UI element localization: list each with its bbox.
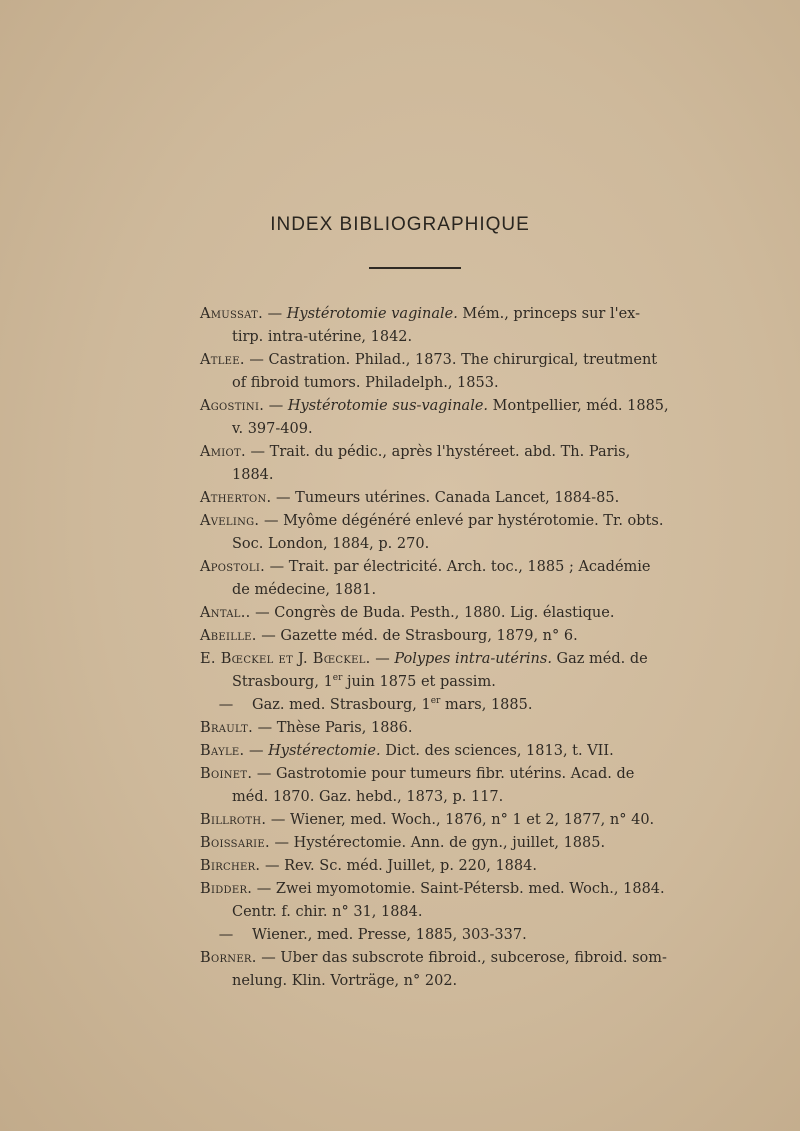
entry-details: Gastrotomie pour tumeurs fibr. utérins. Acad. de méd. 1870. Gaz. hebd., 1873, p. 117. xyxy=(232,766,635,805)
entry-details: Gaz méd. de Strasbourg, 1er juin 1875 et passim. xyxy=(232,651,648,690)
bibliography-list xyxy=(200,303,670,993)
entry-author: E. Bœckel et J. Bœckel. xyxy=(200,651,371,667)
entry-details: Congrès de Buda. Pesth., 1880. Lig. élastique. xyxy=(274,605,615,621)
entry-details: Hystérectomie. Ann. de gyn., juillet, 1885. xyxy=(293,835,606,851)
entry-author: Billroth. xyxy=(200,812,267,828)
page-title: INDEX BIBLIOGRAPHIQUE xyxy=(270,214,530,235)
entry-details: Zwei myomotomie. Saint-Pétersb. med. Woch., 1884. Centr. f. chir. n° 31, 1884. xyxy=(232,881,665,920)
entry-title: Hystérotomie vaginale. xyxy=(286,306,458,322)
entry-author: Bidder. xyxy=(200,881,253,897)
entry-author: Amussat. xyxy=(200,306,264,322)
bibliography-entry: Amussat. — Hystérotomie vaginale. Mém., princeps sur l'ex-tirp. intra-utérine, 1842. xyxy=(200,306,640,345)
entry-author: Atherton. xyxy=(200,490,272,506)
bibliography-entry xyxy=(200,924,670,947)
bibliography-entry xyxy=(200,694,670,717)
entry-details: Montpellier, méd. 1885, v. 397-409. xyxy=(232,398,669,437)
entry-details: Wiener, med. Woch., 1876, n° 1 et 2, 1877, n° 40. xyxy=(290,812,655,828)
bibliography-entry: Brault. — Thèse Paris, 1886. xyxy=(200,720,413,736)
entry-author: Boissarie. xyxy=(200,835,270,851)
bibliography-entry: Boinet. — Gastrotomie pour tumeurs fibr. utérins. Acad. de méd. 1870. Gaz. hebd., 1873, p. 117. xyxy=(200,766,635,805)
entry-details: Gaz. med. Strasbourg, 1er mars, 1885. xyxy=(252,696,533,713)
bibliography-entry: Atherton. — Tumeurs utérines. Canada Lancet, 1884-85. xyxy=(200,490,620,506)
bibliography-entry: Billroth. — Wiener, med. Woch., 1876, n° 1 et 2, 1877, n° 40. xyxy=(200,812,655,828)
entry-author: Borner. xyxy=(200,950,257,966)
entry-author: Apostoli. xyxy=(200,559,266,575)
bibliography-entry: Atlee. — Castration. Philad., 1873. The chirurgical, treutment of fibroid tumors. Philadelph., 1853. xyxy=(200,352,658,391)
bibliography-entry: Antal.. — Congrès de Buda. Pesth., 1880. Lig. élastique. xyxy=(200,605,615,621)
entry-details: Myôme dégénéré enlevé par hystérotomie. Tr. obts. Soc. London, 1884, p. 270. xyxy=(232,513,664,552)
entry-title: Polypes intra-utérins. xyxy=(394,651,552,667)
bibliography-entry: Abeille. — Gazette méd. de Strasbourg, 1879, n° 6. xyxy=(200,628,578,644)
entry-author: Bircher. xyxy=(200,858,261,874)
entry-details: Uber das subscrote fibroid., subcerose, fibroid. som-nelung. Klin. Vorträge, n° 202. xyxy=(232,950,667,989)
entry-author: Amiot. xyxy=(200,444,246,460)
entry-author: Brault. xyxy=(200,720,254,736)
entry-details: Dict. des sciences, 1813, t. VII. xyxy=(380,743,614,759)
entry-title: Hystérotomie sus-vaginale. xyxy=(287,398,489,414)
entry-details: Trait. par électricité. Arch. toc., 1885 ; Académie de médecine, 1881. xyxy=(232,559,651,598)
entry-details: Thèse Paris, 1886. xyxy=(276,720,413,736)
entry-details: Tumeurs utérines. Canada Lancet, 1884-85. xyxy=(295,490,620,506)
entry-author: Aveling. xyxy=(200,513,260,529)
entry-details: Mém., princeps sur l'ex-tirp. intra-utérine, 1842. xyxy=(232,306,640,345)
entry-details: Wiener., med. Presse, 1885, 303-337. xyxy=(252,927,527,943)
bibliography-entry: Aveling. — Myôme dégénéré enlevé par hystérotomie. Tr. obts. Soc. London, 1884, p. 270. xyxy=(200,513,664,552)
entry-author: Antal.. xyxy=(200,605,251,621)
entry-author: Boinet. xyxy=(200,766,253,782)
bibliography-entry: Bayle. — Hystérectomie. Dict. des sciences, 1813, t. VII. xyxy=(200,743,614,759)
bibliography-entry: Boissarie. — Hystérectomie. Ann. de gyn., juillet, 1885. xyxy=(200,835,606,851)
bibliography-entry: E. Bœckel et J. Bœckel. — Polypes intra-utérins. Gaz méd. de Strasbourg, 1er juin 1875 et passim. xyxy=(200,651,648,690)
entry-author: — xyxy=(218,697,234,713)
bibliography-entry: Borner. — Uber das subscrote fibroid., subcerose, fibroid. som-nelung. Klin. Vorträge, n° 202. xyxy=(200,950,667,989)
entry-details: Trait. du pédic., après l'hystéreet. abd. Th. Paris, 1884. xyxy=(232,444,631,483)
bibliography-entry: Apostoli. — Trait. par électricité. Arch. toc., 1885 ; Académie de médecine, 1881. xyxy=(200,559,651,598)
entry-details: Rev. Sc. méd. Juillet, p. 220, 1884. xyxy=(284,858,537,874)
entry-author: Abeille. xyxy=(200,628,257,644)
entry-details: Gazette méd. de Strasbourg, 1879, n° 6. xyxy=(280,628,578,644)
title-rule xyxy=(369,267,461,269)
bibliography-entry: Bircher. — Rev. Sc. méd. Juillet, p. 220, 1884. xyxy=(200,858,537,874)
bibliography-entry: Agostini. — Hystérotomie sus-vaginale. Montpellier, méd. 1885, v. 397-409. xyxy=(200,398,669,437)
entry-author: Agostini. xyxy=(200,398,265,414)
bibliography-entry: Bidder. — Zwei myomotomie. Saint-Pétersb. med. Woch., 1884. Centr. f. chir. n° 31, 1884. xyxy=(200,881,665,920)
entry-author: Bayle. xyxy=(200,743,245,759)
entry-author: Atlee. xyxy=(200,352,245,368)
entry-title: Hystérectomie. xyxy=(268,743,381,759)
bibliography-entry: Amiot. — Trait. du pédic., après l'hystéreet. abd. Th. Paris, 1884. xyxy=(200,444,631,483)
entry-author: — xyxy=(218,927,234,943)
entry-details: Castration. Philad., 1873. The chirurgical, treutment of fibroid tumors. Philadelph., 1853. xyxy=(232,352,658,391)
